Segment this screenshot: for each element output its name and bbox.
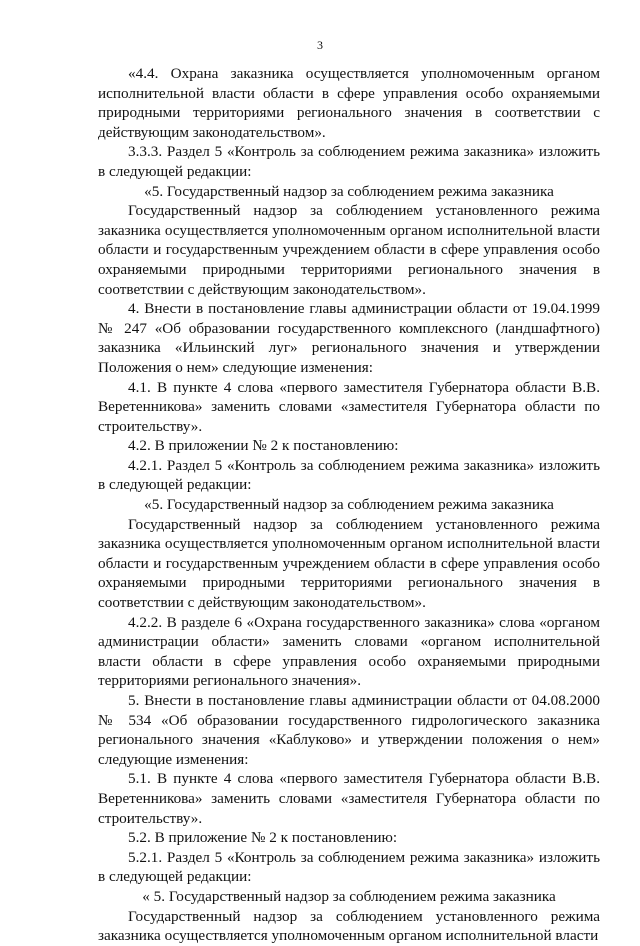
paragraph: 5.2. В приложение № 2 к постановлению: — [128, 829, 398, 847]
section-heading: « 5. Государственный надзор за соблюдением режима заказника — [142, 887, 556, 905]
paragraph: 4.1. В пункте 4 слова «первого заместителя Губернатора области В.В. Веретенникова» заменить словами «заместителя Губернатора области по строительству». — [98, 378, 600, 435]
paragraph: «4.4. Охрана заказника осуществляется уполномоченным органом исполнительной власти области в сфере управления особо охраняемыми природными территориями регионального значения в соответствии с действующим законодательством». — [98, 65, 600, 141]
paragraph: Государственный надзор за соблюдением установленного режима заказника осуществляется уполномоченным органом исполнительной власти — [98, 907, 600, 945]
paragraph: Государственный надзор за соблюдением установленного режима заказника осуществляется уполномоченным органом исполнительной власти области и государственным учреждением области в сфере управления особо охраняемыми природными территориями регионального значения в соответствии с действующим законодательством». — [98, 202, 600, 298]
paragraph: 4.2.2. В разделе 6 «Охрана государственного заказника» слова «органом администрации области» заменить словами «органом исполнительной власти области в сфере управления особо охраняемыми природными территориями регионального значения». — [98, 613, 600, 690]
paragraph: 5.2.1. Раздел 5 «Контроль за соблюдением режима заказника» изложить в следующей редакции: — [98, 848, 600, 886]
page-number: 3 — [317, 38, 323, 52]
paragraph: 4.2.1. Раздел 5 «Контроль за соблюдением режима заказника» изложить в следующей редакции: — [98, 456, 600, 494]
paragraph: 3.3.3. Раздел 5 «Контроль за соблюдением режима заказника» изложить в следующей редакции: — [98, 143, 600, 180]
paragraph: 5.1. В пункте 4 слова «первого заместителя Губернатора области В.В. Веретенникова» заменить словами «заместителя Губернатора области по строительству». — [98, 770, 600, 827]
paragraph: 5. Внести в постановление главы администрации области от 04.08.2000 № 534 «Об образовании государственного гидрологического заказника регионального значения «Каблуково» и утверждении положения о нем» следующие изменения: — [98, 692, 600, 768]
document-body — [98, 64, 600, 946]
paragraph: Государственный надзор за соблюдением установленного режима заказника осуществляется уполномоченным органом исполнительной власти области и государственным учреждением области в сфере управления особо охраняемыми природными территориями регионального значения в соответствии с действующим законодательством». — [98, 515, 600, 612]
paragraph: 4.2. В приложении № 2 к постановлению: — [128, 437, 399, 455]
section-heading: «5. Государственный надзор за соблюдением режима заказника — [144, 496, 554, 514]
section-heading: «5. Государственный надзор за соблюдением режима заказника — [144, 182, 554, 200]
paragraph: 4. Внести в постановление главы администрации области от 19.04.1999 № 247 «Об образовании государственного комплексного (ландшафтного) заказника «Ильинский луг» регионального значения и утверждении Положения о нем» следующие изменения: — [98, 300, 600, 376]
